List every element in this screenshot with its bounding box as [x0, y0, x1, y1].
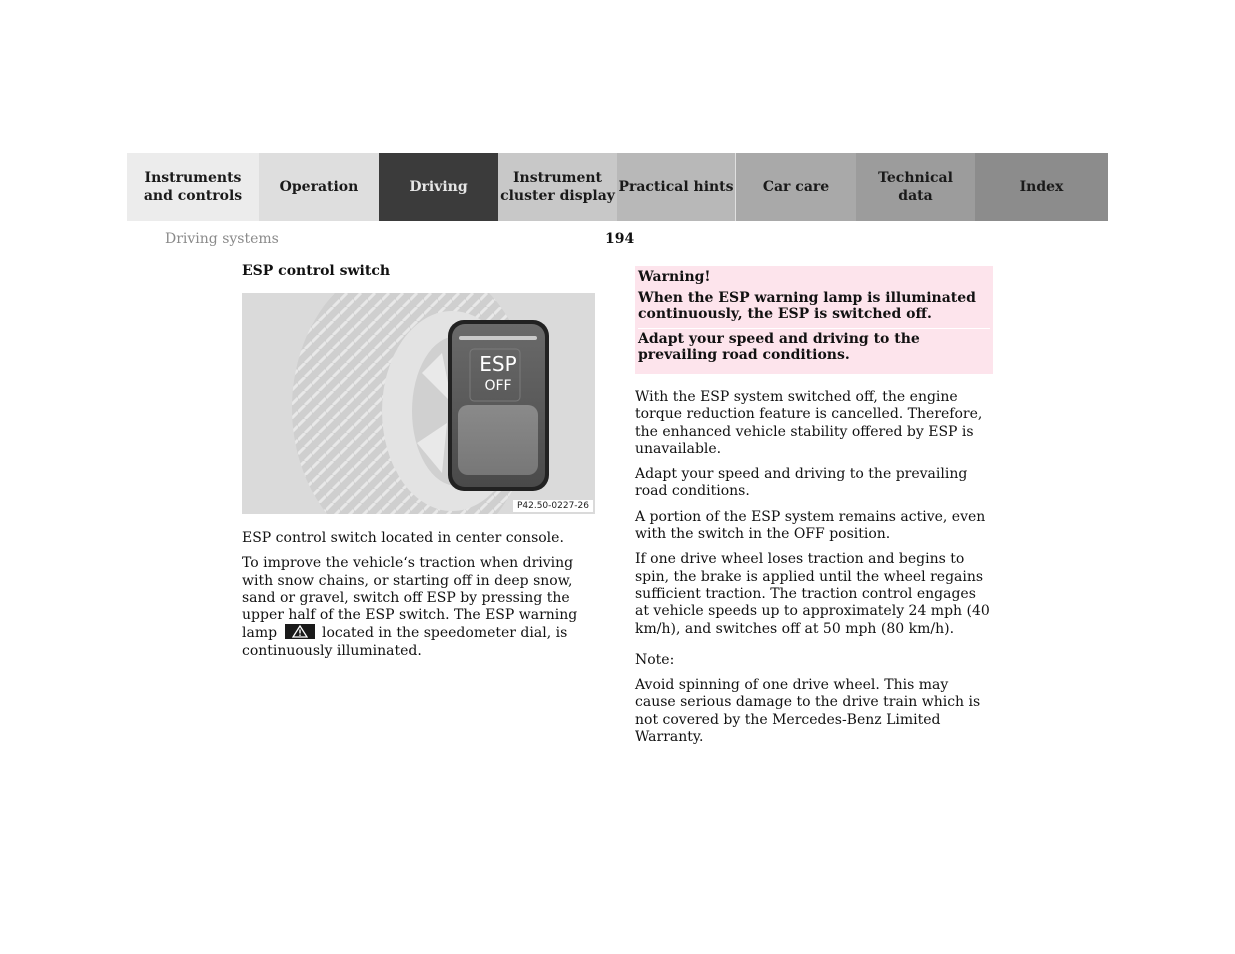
esp-switch-figure: [242, 293, 595, 514]
warning-title: Warning!: [638, 269, 711, 285]
left-column: [242, 262, 602, 668]
traction-text-b: located in the speedometer dial, is continuously illuminated.: [242, 625, 568, 659]
page-number: 194: [605, 231, 635, 247]
body-paragraph-4: If one drive wheel loses traction and begins to spin, the brake is applied until the wheel regains sufficient traction. The traction control engages at vehicle speeds up to approximately 24 mph (40 km/h), and switches off at 50 mph (80 km/h).: [635, 551, 990, 637]
tab-driving[interactable]: Driving: [379, 153, 498, 221]
note-label: Note:: [635, 651, 675, 668]
figure-id: P42.50-0227-26: [513, 500, 593, 512]
tab-practical-hints[interactable]: Practical hints: [617, 153, 736, 221]
body-paragraph-1: With the ESP system switched off, the engine torque reduction feature is cancelled. Therefore, the enhanced vehicle stability offered by ESP is unavailable.: [635, 389, 983, 457]
figure-caption: ESP control switch located in center console.: [242, 530, 564, 546]
tab-operation[interactable]: Operation: [259, 153, 379, 221]
chapter-tabs: [127, 153, 1108, 221]
tab-instrument-cluster-display[interactable]: Instrument cluster display: [498, 153, 617, 221]
body-paragraph-2: Adapt your speed and driving to the prevailing road conditions.: [635, 466, 968, 500]
warning-text-2: Adapt your speed and driving to the prevailing road conditions.: [638, 328, 990, 369]
esp-switch-illustration: [242, 293, 595, 514]
warning-box: [635, 266, 993, 374]
note-text: Avoid spinning of one drive wheel. This may cause serious damage to the drive train which is not covered by the Mercedes-Benz Limited Warranty.: [635, 677, 981, 746]
esp-warning-lamp-icon: [285, 624, 315, 639]
section-title: Driving systems: [165, 231, 279, 247]
tab-technical-data[interactable]: Technical data: [856, 153, 975, 221]
traction-paragraph: [242, 555, 602, 660]
switch-label-esp: ESP: [479, 352, 517, 376]
warning-text-1: When the ESP warning lamp is illuminated continuously, the ESP is switched off.: [638, 290, 976, 322]
switch-label-off: OFF: [484, 378, 512, 394]
tab-index[interactable]: Index: [975, 153, 1108, 221]
traction-text-a: To improve the vehicle‘s traction when driving with snow chains, or starting off in deep snow, sand or gravel, switch off ESP by pressing the upper half of the ESP switch. The ESP warning lamp: [242, 555, 578, 642]
section-heading: ESP control switch: [242, 263, 391, 279]
right-column: [635, 266, 993, 754]
tab-instruments-and-controls[interactable]: Instruments and controls: [127, 153, 259, 221]
body-paragraph-3: A portion of the ESP system remains active, even with the switch in the OFF position.: [635, 508, 986, 543]
tab-car-care[interactable]: Car care: [736, 153, 856, 221]
